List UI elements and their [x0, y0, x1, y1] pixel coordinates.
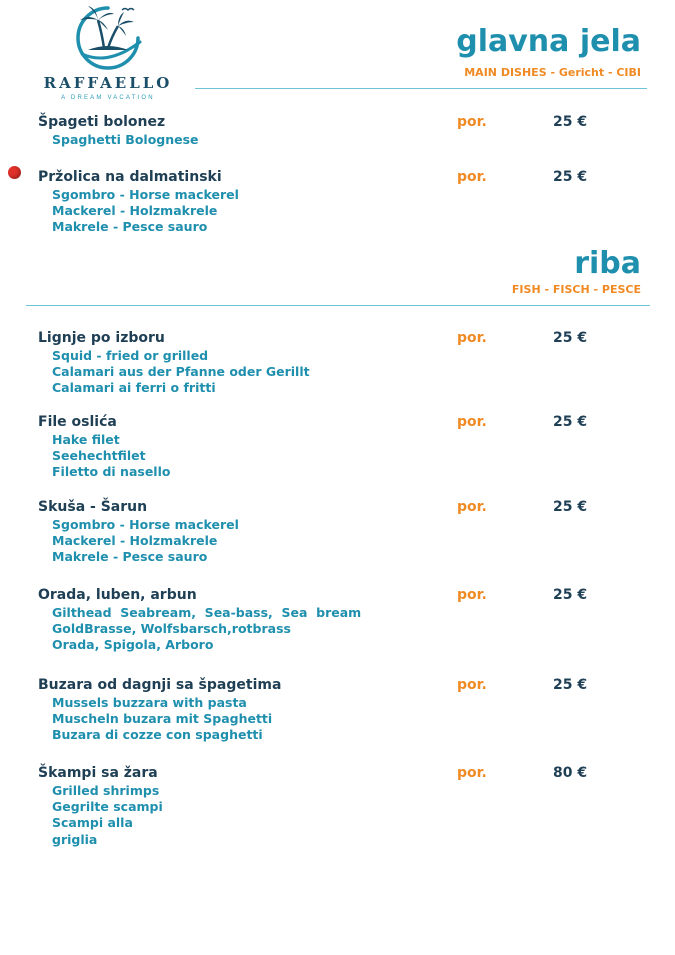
item-description — [38, 432, 638, 481]
item-unit: por. — [457, 114, 487, 130]
item-description — [38, 517, 638, 566]
menu-item — [38, 168, 638, 236]
item-description-line: Mussels buzzara with pasta — [52, 695, 247, 710]
item-description — [38, 132, 638, 148]
item-name: Škampi sa žara — [38, 765, 158, 781]
menu-item — [38, 586, 638, 654]
item-description-line: Scampi alla — [52, 815, 133, 831]
palm-island-logo-icon — [68, 4, 148, 70]
item-price: 25 € — [553, 330, 588, 346]
item-price: 25 € — [553, 677, 588, 693]
item-description — [38, 695, 638, 744]
section-subtitle-fish: FISH - FISCH - PESCE — [511, 283, 641, 296]
item-description-line: Grilled shrimps — [52, 783, 160, 798]
item-description-line: Squid - fried or grilled — [52, 348, 209, 363]
item-description — [38, 348, 638, 397]
section-title-fish: riba — [574, 246, 641, 281]
item-unit: por. — [457, 677, 487, 693]
item-description-line: Calamari ai ferri o fritti — [52, 380, 216, 396]
item-name: Pržolica na dalmatinski — [38, 169, 222, 185]
item-description-line: Mackerel - Holzmakrele — [52, 533, 218, 549]
item-name: Lignje po izboru — [38, 330, 165, 346]
item-name: Buzara od dagnji sa špagetima — [38, 677, 282, 693]
item-description-line: Makrele - Pesce sauro — [52, 219, 208, 235]
menu-item — [38, 676, 638, 744]
item-description-line: Muscheln buzara mit Spaghetti — [52, 711, 273, 727]
item-unit: por. — [457, 414, 487, 430]
red-dot-marker — [8, 166, 21, 179]
item-description-line: Sgombro - Horse mackerel — [52, 517, 239, 532]
item-description-line: Makrele - Pesce sauro — [52, 549, 208, 565]
item-description-line: Filetto di nasello — [52, 464, 171, 480]
item-description-line: Calamari aus der Pfanne oder Gerillt — [52, 364, 310, 380]
item-price: 25 € — [553, 499, 588, 515]
item-description — [38, 783, 638, 848]
menu-item — [38, 113, 638, 148]
item-unit: por. — [457, 169, 487, 185]
item-description-line: Spaghetti Bolognese — [52, 132, 199, 147]
item-description-line: Gilthead Seabream, Sea-bass, Sea bream — [52, 605, 362, 620]
item-price: 25 € — [553, 169, 588, 185]
item-name: Špageti bolonez — [38, 114, 166, 130]
item-name: File oslića — [38, 414, 117, 430]
menu-item — [38, 764, 638, 848]
item-description — [38, 187, 638, 236]
item-unit: por. — [457, 587, 487, 603]
brand-name: RAFFAELLO — [43, 74, 173, 92]
item-unit: por. — [457, 499, 487, 515]
item-price: 25 € — [553, 114, 588, 130]
item-name: Skuša - Šarun — [38, 499, 148, 515]
item-description-line: Mackerel - Holzmakrele — [52, 203, 218, 219]
item-description — [38, 605, 638, 654]
item-description-line: griglia — [52, 831, 98, 847]
menu-item — [38, 413, 638, 481]
item-description-line: Buzara di cozze con spaghetti — [52, 727, 263, 743]
item-description-line: Hake filet — [52, 432, 120, 447]
menu-item — [38, 329, 638, 397]
section-subtitle-main-dishes: MAIN DISHES - Gericht - CIBI — [464, 66, 641, 79]
item-description-line: Gegrilte scampi — [52, 799, 163, 815]
item-price: 25 € — [553, 414, 588, 430]
item-description-line: Seehechtfilet — [52, 448, 146, 464]
section-title-main-dishes: glavna jela — [456, 24, 641, 59]
item-unit: por. — [457, 330, 487, 346]
item-unit: por. — [457, 765, 487, 781]
section-divider — [195, 88, 647, 89]
brand-tagline: A DREAM VACATION — [61, 95, 155, 101]
item-description-line: GoldBrasse, Wolfsbarsch,rotbrass — [52, 621, 291, 637]
item-price: 25 € — [553, 587, 588, 603]
item-description-line: Orada, Spigola, Arboro — [52, 637, 214, 653]
item-price: 80 € — [553, 765, 588, 781]
item-name: Orada, luben, arbun — [38, 587, 197, 603]
item-description-line: Sgombro - Horse mackerel — [52, 187, 239, 202]
section-divider — [26, 305, 650, 306]
menu-item — [38, 498, 638, 566]
brand-logo — [38, 4, 178, 104]
